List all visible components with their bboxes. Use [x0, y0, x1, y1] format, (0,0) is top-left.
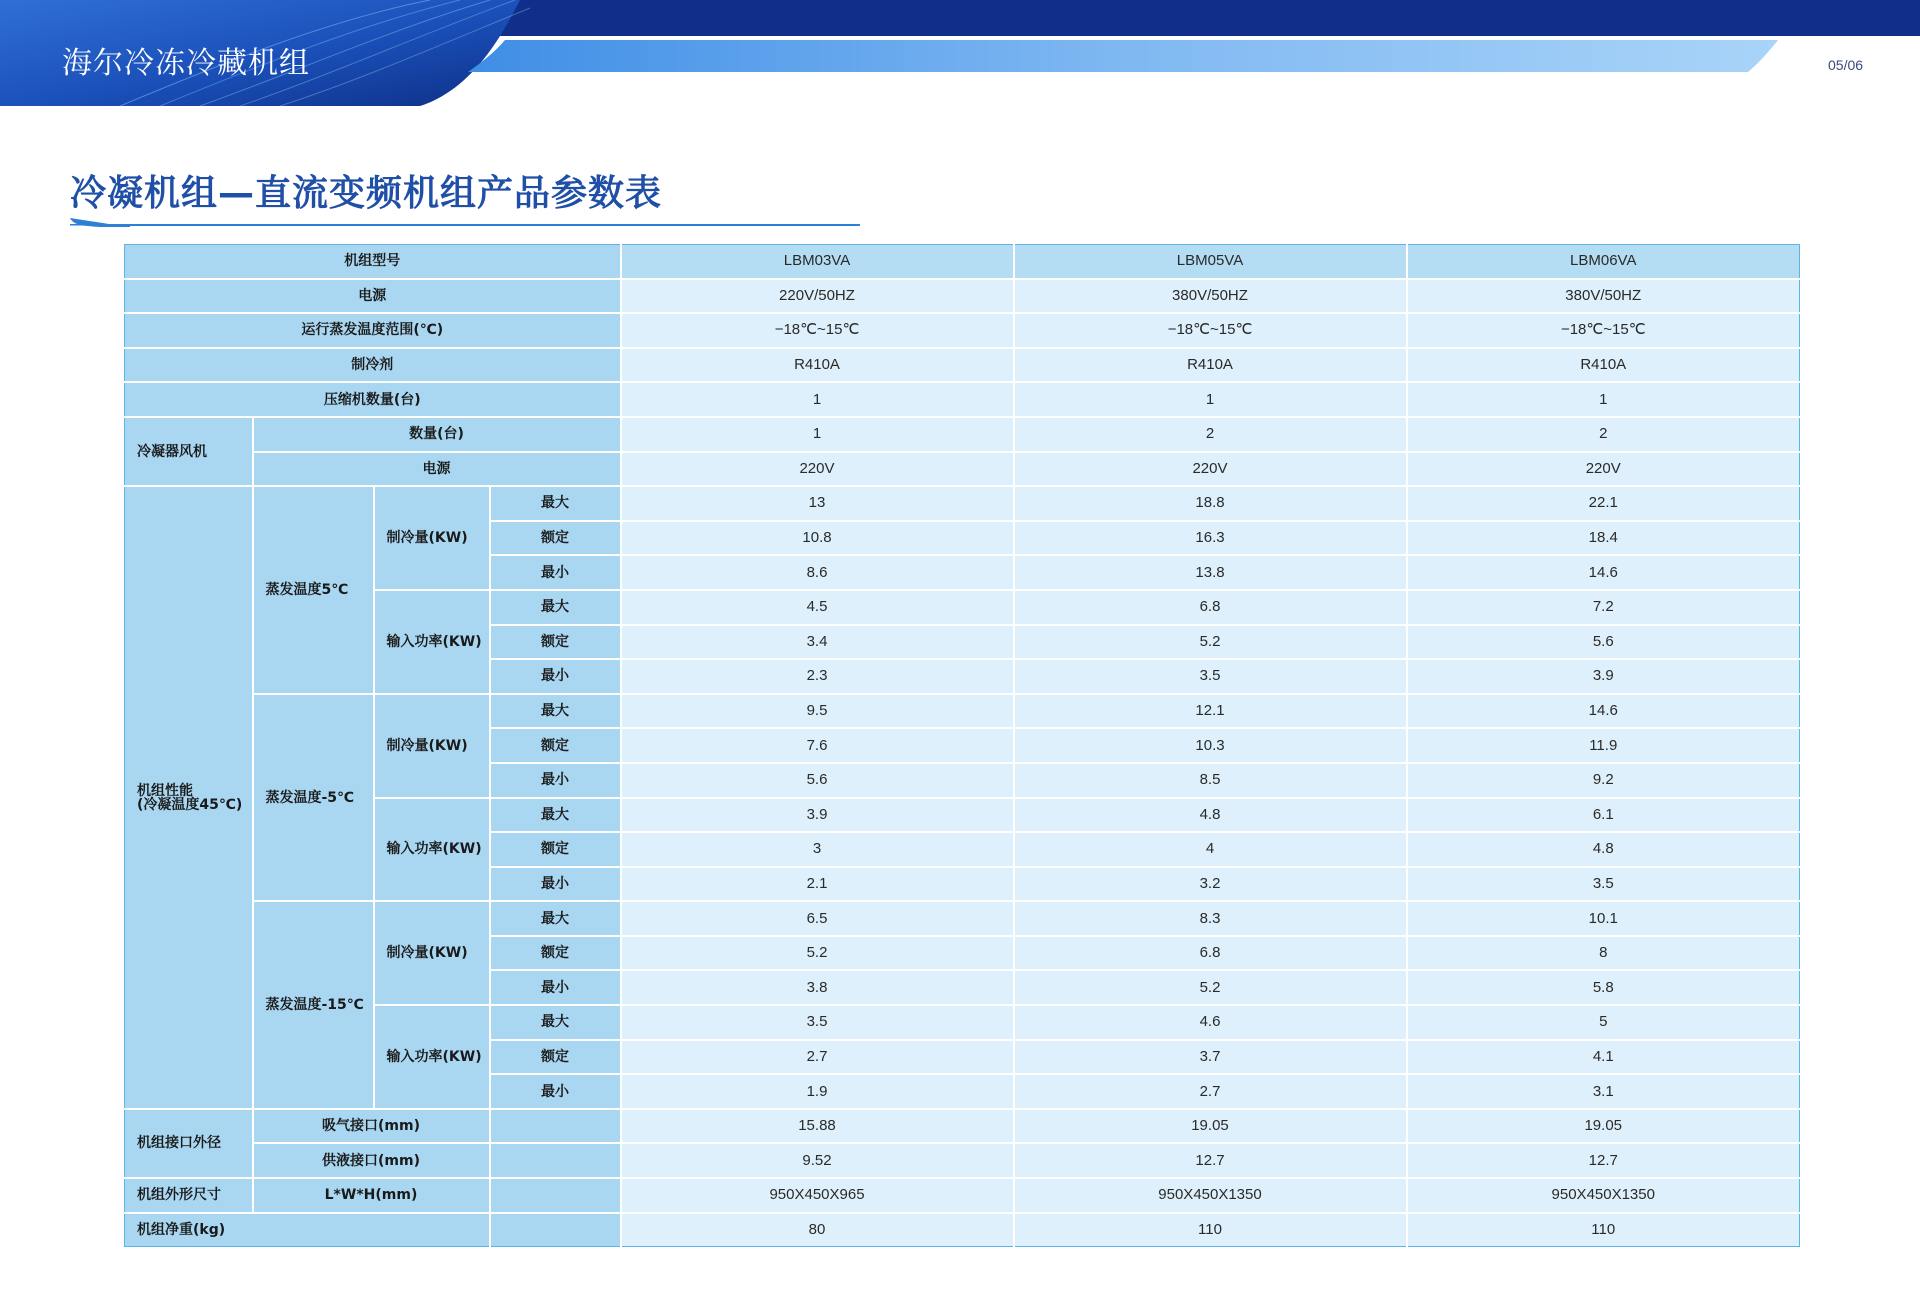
value-cell: 5.2 [621, 936, 1014, 971]
level-label: 最大 [490, 1005, 621, 1040]
group-label-evap-m5: 蒸发温度-5℃ [253, 694, 374, 902]
row-evap-range [125, 313, 1800, 348]
value-cell: 80 [621, 1213, 1014, 1247]
value-cell: R410A [621, 348, 1014, 383]
group-label-fan: 冷凝器风机 [125, 417, 253, 486]
row-suction [125, 1109, 1800, 1144]
value-cell: 3.5 [1014, 659, 1407, 694]
value-cell: 6.1 [1407, 798, 1800, 833]
row-em5-pow-max [125, 798, 1800, 833]
value-cell: 22.1 [1407, 486, 1800, 521]
empty-label-cell [490, 1213, 621, 1247]
value-cell: 3.9 [621, 798, 1014, 833]
value-cell: 220V/50HZ [621, 279, 1014, 314]
spec-table [124, 244, 1800, 1247]
row-label: 压缩机数量(台) [125, 382, 621, 417]
value-cell: 110 [1014, 1213, 1407, 1247]
empty-label-cell [490, 1109, 621, 1144]
group-label-input-power: 输入功率(KW) [374, 590, 490, 694]
value-cell: 8 [1407, 936, 1800, 971]
value-cell: 1 [1014, 382, 1407, 417]
level-label: 最小 [490, 1074, 621, 1109]
value-cell: 5.6 [621, 763, 1014, 798]
value-cell: 220V [1014, 452, 1407, 487]
value-cell: 220V [621, 452, 1014, 487]
value-cell: 1 [621, 382, 1014, 417]
value-cell: 13 [621, 486, 1014, 521]
level-label: 最大 [490, 590, 621, 625]
value-cell: 14.6 [1407, 555, 1800, 590]
row-label: 机组净重(kg) [125, 1213, 490, 1247]
row-power-supply [125, 279, 1800, 314]
level-label: 最小 [490, 555, 621, 590]
empty-label-cell [490, 1178, 621, 1213]
row-fan-power [125, 452, 1800, 487]
value-cell: R410A [1407, 348, 1800, 383]
value-cell: 7.2 [1407, 590, 1800, 625]
row-label: 电源 [125, 279, 621, 314]
group-label-performance [125, 486, 253, 1109]
row-label: 机组型号 [125, 245, 621, 279]
level-label: 最小 [490, 763, 621, 798]
row-label: 吸气接口(mm) [253, 1109, 490, 1144]
value-cell: 3.1 [1407, 1074, 1800, 1109]
row-weight [125, 1213, 1800, 1247]
value-cell: 1 [1407, 382, 1800, 417]
value-cell: 5.2 [1014, 970, 1407, 1005]
value-cell: −18℃~15℃ [1407, 313, 1800, 348]
value-cell: 8.5 [1014, 763, 1407, 798]
model-cell: LBM03VA [621, 245, 1014, 279]
value-cell: 3.2 [1014, 867, 1407, 902]
value-cell: 8.6 [621, 555, 1014, 590]
group-label-evap-m15: 蒸发温度-15℃ [253, 901, 374, 1109]
row-label: 数量(台) [253, 417, 621, 452]
value-cell: 2 [1014, 417, 1407, 452]
value-cell: 5.6 [1407, 625, 1800, 660]
performance-label: 机组性能 [137, 782, 193, 799]
value-cell: 110 [1407, 1213, 1800, 1247]
page-number: 05/06 [1828, 57, 1864, 73]
group-label-input-power: 输入功率(KW) [374, 798, 490, 902]
level-label: 额定 [490, 728, 621, 763]
level-label: 额定 [490, 936, 621, 971]
value-cell: 2.3 [621, 659, 1014, 694]
value-cell: 3.7 [1014, 1040, 1407, 1075]
value-cell: 9.2 [1407, 763, 1800, 798]
value-cell: 18.4 [1407, 521, 1800, 556]
value-cell: 5 [1407, 1005, 1800, 1040]
value-cell: 10.8 [621, 521, 1014, 556]
value-cell: 10.1 [1407, 901, 1800, 936]
value-cell: R410A [1014, 348, 1407, 383]
value-cell: 3 [621, 832, 1014, 867]
value-cell: 3.5 [621, 1005, 1014, 1040]
level-label: 最小 [490, 867, 621, 902]
value-cell: 6.8 [1014, 936, 1407, 971]
level-label: 最大 [490, 798, 621, 833]
value-cell: 5.8 [1407, 970, 1800, 1005]
value-cell: 4.6 [1014, 1005, 1407, 1040]
value-cell: 12.7 [1407, 1143, 1800, 1178]
value-cell: 10.3 [1014, 728, 1407, 763]
brand-title: 海尔冷冻冷藏机组 [62, 46, 310, 81]
value-cell: 3.4 [621, 625, 1014, 660]
performance-sublabel: (冷凝温度45℃) [137, 796, 243, 813]
row-label: 运行蒸发温度范围(℃) [125, 313, 621, 348]
level-label: 最小 [490, 659, 621, 694]
group-label-dimensions: 机组外形尺寸 [125, 1178, 253, 1213]
value-cell: 4.8 [1014, 798, 1407, 833]
value-cell: 18.8 [1014, 486, 1407, 521]
level-label: 额定 [490, 1040, 621, 1075]
value-cell: −18℃~15℃ [621, 313, 1014, 348]
row-label: 电源 [253, 452, 621, 487]
value-cell: 3.8 [621, 970, 1014, 1005]
level-label: 额定 [490, 521, 621, 556]
value-cell: 2.7 [1014, 1074, 1407, 1109]
row-liquid [125, 1143, 1800, 1178]
row-e5-pow-max [125, 590, 1800, 625]
value-cell: 950X450X965 [621, 1178, 1014, 1213]
value-cell: 12.1 [1014, 694, 1407, 729]
value-cell: 8.3 [1014, 901, 1407, 936]
row-label: 制冷剂 [125, 348, 621, 383]
row-label: 供液接口(mm) [253, 1143, 490, 1178]
row-model [125, 245, 1800, 279]
value-cell: 15.88 [621, 1109, 1014, 1144]
value-cell: 220V [1407, 452, 1800, 487]
value-cell: 3.5 [1407, 867, 1800, 902]
level-label: 最大 [490, 901, 621, 936]
model-cell: LBM05VA [1014, 245, 1407, 279]
value-cell: 19.05 [1014, 1109, 1407, 1144]
row-dimensions [125, 1178, 1800, 1213]
row-refrigerant [125, 348, 1800, 383]
level-label: 最小 [490, 970, 621, 1005]
group-label-input-power: 输入功率(KW) [374, 1005, 490, 1109]
value-cell: −18℃~15℃ [1014, 313, 1407, 348]
value-cell: 2.1 [621, 867, 1014, 902]
value-cell: 9.5 [621, 694, 1014, 729]
value-cell: 9.52 [621, 1143, 1014, 1178]
value-cell: 1 [621, 417, 1014, 452]
title-underline [70, 218, 860, 230]
value-cell: 2 [1407, 417, 1800, 452]
row-label: L*W*H(mm) [253, 1178, 490, 1213]
value-cell: 1.9 [621, 1074, 1014, 1109]
value-cell: 4.1 [1407, 1040, 1800, 1075]
group-label-cooling: 制冷量(KW) [374, 486, 490, 590]
value-cell: 12.7 [1014, 1143, 1407, 1178]
page-title: 冷凝机组—直流变频机组产品参数表 [70, 173, 663, 214]
value-cell: 11.9 [1407, 728, 1800, 763]
value-cell: 950X450X1350 [1407, 1178, 1800, 1213]
empty-label-cell [490, 1143, 621, 1178]
row-compressor-count [125, 382, 1800, 417]
value-cell: 3.9 [1407, 659, 1800, 694]
value-cell: 4.8 [1407, 832, 1800, 867]
value-cell: 950X450X1350 [1014, 1178, 1407, 1213]
value-cell: 4.5 [621, 590, 1014, 625]
level-label: 额定 [490, 625, 621, 660]
level-label: 最大 [490, 694, 621, 729]
group-label-cooling: 制冷量(KW) [374, 694, 490, 798]
value-cell: 6.8 [1014, 590, 1407, 625]
value-cell: 14.6 [1407, 694, 1800, 729]
row-em15-cool-max [125, 901, 1800, 936]
value-cell: 2.7 [621, 1040, 1014, 1075]
level-label: 额定 [490, 832, 621, 867]
model-cell: LBM06VA [1407, 245, 1800, 279]
value-cell: 380V/50HZ [1014, 279, 1407, 314]
group-label-pipe: 机组接口外径 [125, 1109, 253, 1178]
value-cell: 13.8 [1014, 555, 1407, 590]
row-e5-cool-max [125, 486, 1800, 521]
row-fan-count [125, 417, 1800, 452]
value-cell: 5.2 [1014, 625, 1407, 660]
level-label: 最大 [490, 486, 621, 521]
value-cell: 7.6 [621, 728, 1014, 763]
row-em5-cool-max [125, 694, 1800, 729]
value-cell: 16.3 [1014, 521, 1407, 556]
row-em15-pow-max [125, 1005, 1800, 1040]
value-cell: 380V/50HZ [1407, 279, 1800, 314]
page-header [0, 0, 1920, 110]
group-label-evap-5: 蒸发温度5℃ [253, 486, 374, 694]
value-cell: 6.5 [621, 901, 1014, 936]
value-cell: 4 [1014, 832, 1407, 867]
value-cell: 19.05 [1407, 1109, 1800, 1144]
group-label-cooling: 制冷量(KW) [374, 901, 490, 1005]
